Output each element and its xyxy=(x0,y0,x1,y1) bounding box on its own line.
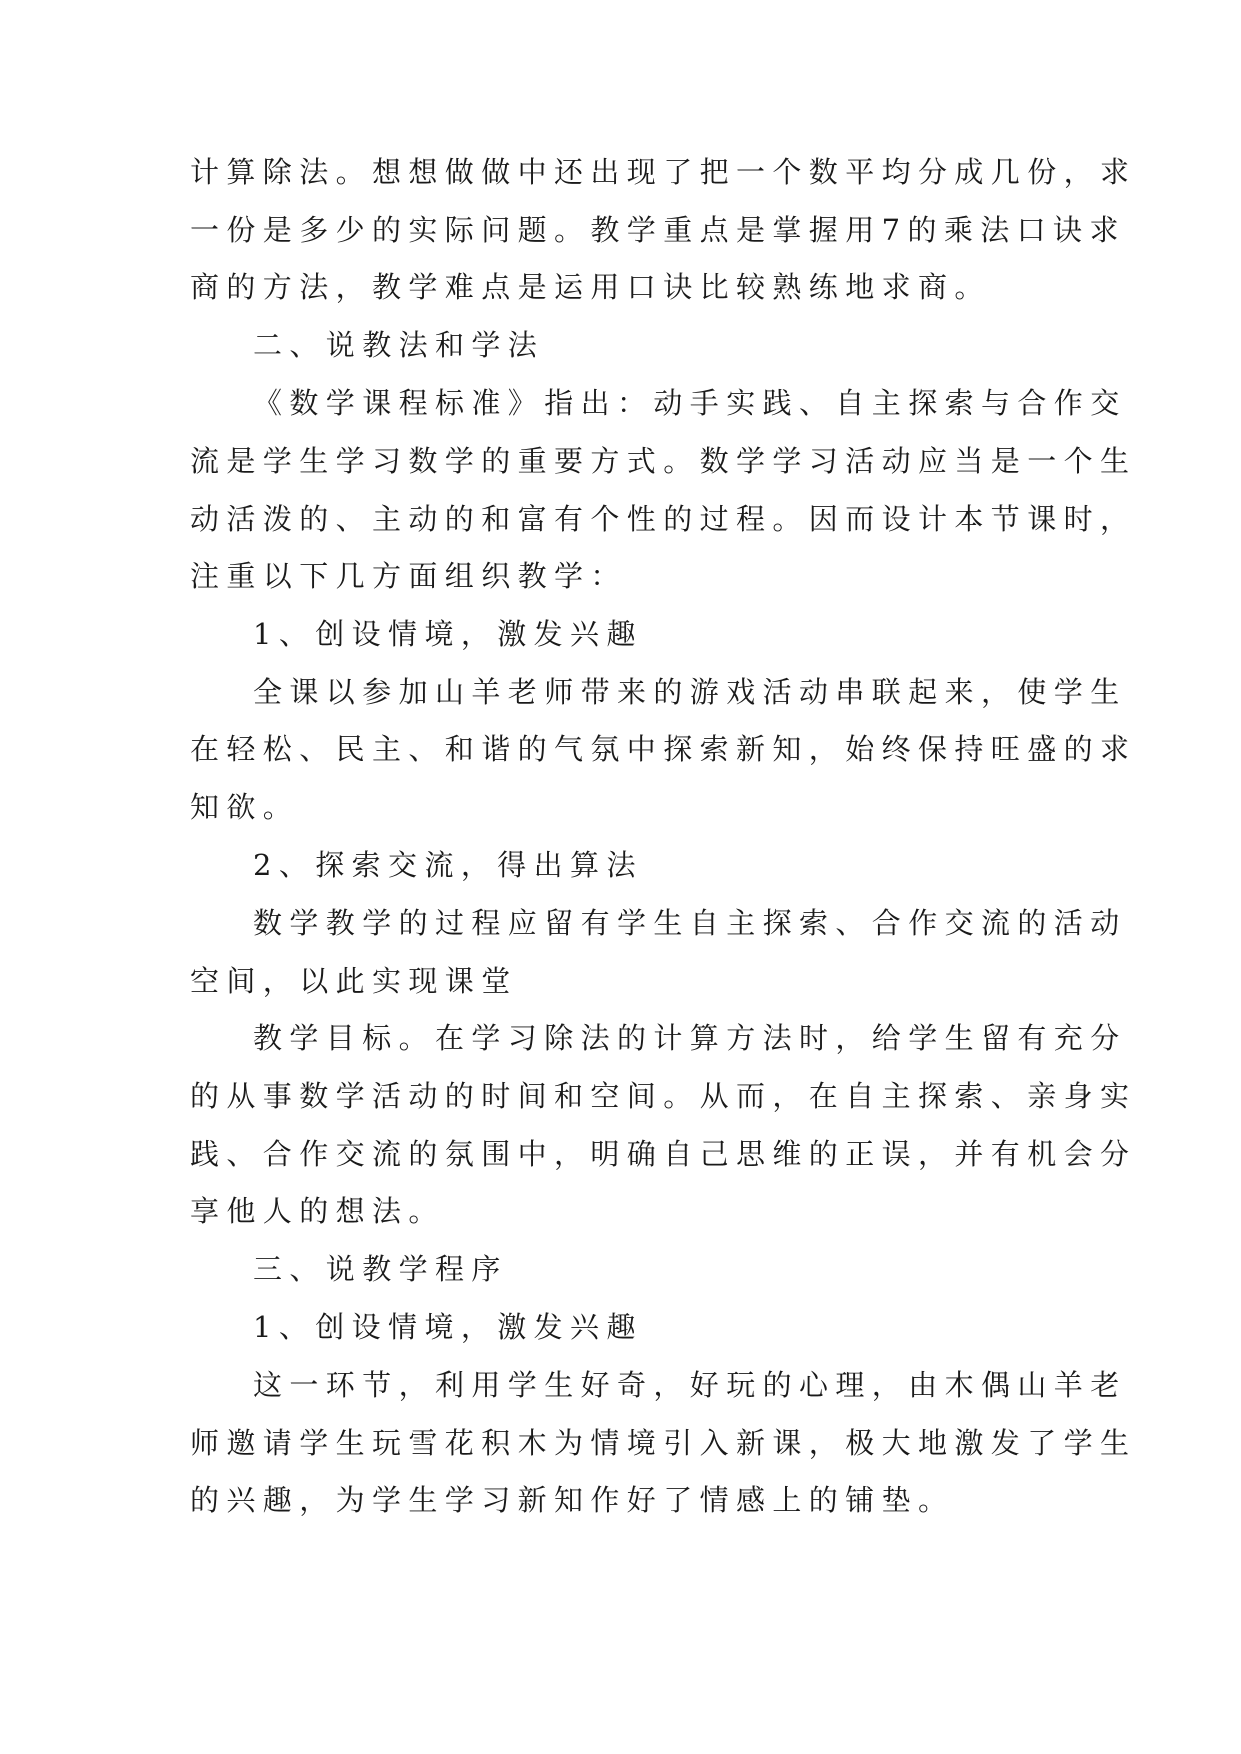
text-line: 的兴趣，为学生学习新知作好了情感上的铺垫。 xyxy=(190,1483,955,1517)
text-line: 空间，以此实现课堂 xyxy=(190,964,518,998)
text-line: 商的方法，教学难点是运用口诀比较熟练地求商。 xyxy=(190,270,991,304)
section-heading: 三、说教学程序 xyxy=(253,1252,508,1286)
text-line: 一份是多少的实际问题。教学重点是掌握用7的乘法口诀求 xyxy=(190,213,1126,247)
text-line: 流是学生学习数学的重要方式。数学学习活动应当是一个生 xyxy=(190,444,1137,478)
text-line: 践、合作交流的氛围中，明确自己思维的正误，并有机会分 xyxy=(190,1137,1137,1171)
text-line: 师邀请学生玩雪花积木为情境引入新课，极大地激发了学生 xyxy=(190,1426,1137,1460)
text-line: 《数学课程标准》指出：动手实践、自主探索与合作交 xyxy=(253,386,1127,420)
text-line: 在轻松、民主、和谐的气氛中探索新知，始终保持旺盛的求 xyxy=(190,732,1137,766)
section-heading: 二、说教法和学法 xyxy=(253,328,545,362)
subsection-heading: 1、创设情境，激发兴趣 xyxy=(253,617,643,651)
text-line: 教学目标。在学习除法的计算方法时，给学生留有充分 xyxy=(253,1021,1127,1055)
text-line: 动活泼的、主动的和富有个性的过程。因而设计本节课时， xyxy=(190,502,1137,536)
subsection-heading: 1、创设情境，激发兴趣 xyxy=(253,1310,643,1344)
text-line: 这一环节，利用学生好奇，好玩的心理，由木偶山羊老 xyxy=(253,1368,1127,1402)
text-line: 全课以参加山羊老师带来的游戏活动串联起来，使学生 xyxy=(253,675,1127,709)
text-line: 数学教学的过程应留有学生自主探索、合作交流的活动 xyxy=(253,906,1127,940)
text-line: 知欲。 xyxy=(190,790,300,824)
text-line: 享他人的想法。 xyxy=(190,1194,445,1228)
subsection-heading: 2、探索交流，得出算法 xyxy=(253,848,643,882)
text-line: 计算除法。想想做做中还出现了把一个数平均分成几份，求 xyxy=(190,155,1137,189)
text-line: 的从事数学活动的时间和空间。从而，在自主探索、亲身实 xyxy=(190,1079,1137,1113)
text-line: 注重以下几方面组织教学： xyxy=(190,559,627,593)
